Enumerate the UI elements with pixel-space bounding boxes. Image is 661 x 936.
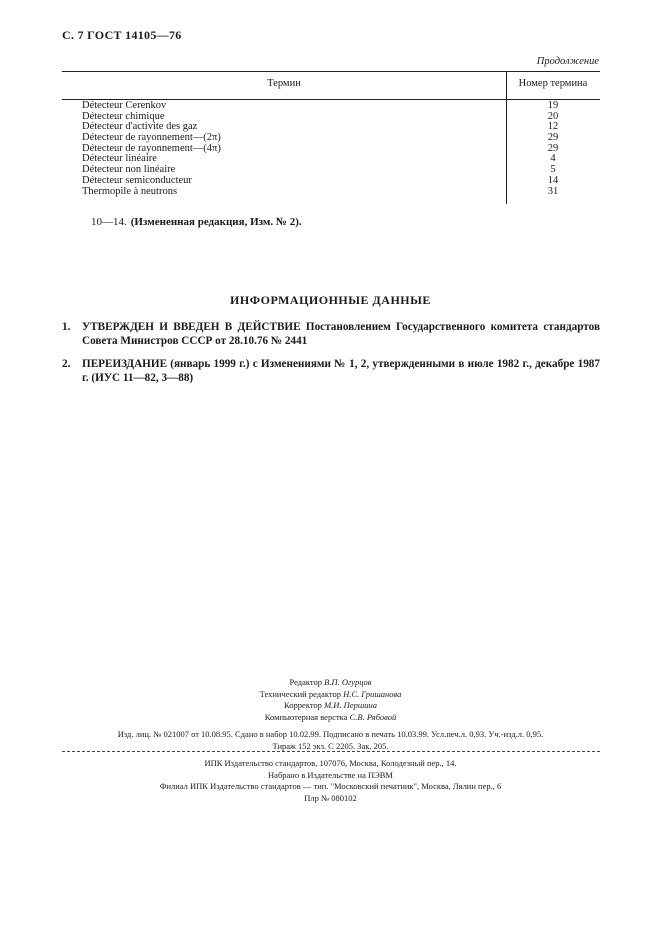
number-cell: 20 [547, 110, 559, 122]
amendment-text: (Измененная редакция, Изм. № 2). [130, 216, 302, 228]
credit-name: М.И. Першина [324, 700, 377, 710]
number-cell: 4 [550, 153, 556, 165]
number-cell: 29 [547, 142, 559, 154]
credit-role: Корректор [284, 700, 322, 710]
publisher-block [0, 758, 661, 804]
publisher-line: Филиал ИПК Издательство стандартов — тип. "Московский печатник", Москва, Лялин пер., 6 [159, 781, 502, 791]
term-cell: Thermopile à neutrons [82, 185, 178, 197]
number-cell: 19 [547, 100, 559, 111]
imprint-block [0, 729, 661, 752]
page-header: С. 7 ГОСТ 14105—76 [62, 28, 182, 42]
number-cell: 5 [550, 164, 556, 176]
imprint-line: Изд. лиц. № 021007 от 10.08.95. Сдано в набор 10.02.99. Подписано в печать 10.03.99. Усл.печ.л. 0,93. Уч.-изд.л. 0,95. [117, 729, 544, 739]
info-item [62, 320, 600, 348]
term-cell: Détecteur de rayonnement—(2π) [82, 132, 221, 144]
continuation-label: Продолжение [536, 56, 599, 67]
term-cell: Détecteur non linéaire [82, 164, 176, 176]
separator-rule [62, 751, 600, 752]
term-cell: Détecteur semiconducteur [82, 174, 192, 186]
credit-layout [0, 712, 661, 724]
publisher-line: ИПК Издательство стандартов, 107076, Москва, Колодезный пер., 14. [204, 758, 457, 768]
column-header-term: Термин [267, 78, 301, 89]
credit-role: Редактор [289, 677, 322, 687]
number-cell: 12 [547, 121, 559, 133]
number-cell: 29 [547, 132, 559, 144]
credit-role: Компьютерная верстка [264, 711, 348, 722]
publisher-line: Плр № 080102 [304, 792, 357, 803]
term-cell: Détecteur chimique [82, 110, 165, 122]
info-item-number: 2. [62, 358, 71, 370]
term-cell: Détecteur de rayonnement—(4π) [82, 142, 221, 154]
credit-tech-editor [0, 689, 661, 701]
info-item-number: 1. [62, 321, 71, 333]
terms-table [62, 71, 600, 197]
info-item-text: ПЕРЕИЗДАНИЕ (январь 1999 г.) с Изменениями № 1, 2, утвержденными в июле 1982 г., декабре 1987 г. (ИУС 11—82, 3—88) [82, 358, 600, 384]
credit-name: Н.С. Гришанова [343, 688, 402, 699]
term-cell: Détecteur Cerenkov [82, 100, 167, 111]
credit-editor [0, 677, 661, 689]
credits-block [0, 677, 661, 723]
table-row [62, 187, 600, 198]
number-cell: 31 [547, 185, 559, 197]
term-cell: Détecteur d'activite des gaz [82, 121, 198, 133]
credit-corrector [0, 700, 661, 712]
table-header [62, 71, 600, 100]
publisher-line: Набрано в Издательстве на ПЭВМ [268, 769, 393, 780]
term-cell: Détecteur linéaire [82, 153, 157, 165]
credit-name: В.П. Огурцов [324, 677, 372, 687]
column-header-number: Номер термина [518, 78, 588, 89]
credit-name: С.В. Рябовой [349, 711, 397, 722]
imprint-line: Тираж 152 экз. С 2205. Зак. 205. [272, 740, 389, 751]
table-body [62, 100, 600, 197]
amendment-range: 10—14. [91, 216, 127, 228]
number-cell: 14 [547, 174, 559, 186]
credit-role: Технический редактор [259, 688, 341, 699]
table-row [62, 176, 600, 187]
info-heading: ИНФОРМАЦИОННЫЕ ДАННЫЕ [230, 293, 431, 307]
info-item-text: УТВЕРЖДЕН И ВВЕДЕН В ДЕЙСТВИЕ Постановлением Государственного комитета стандартов Совета Министров СССР от 28.10.76 № 2441 [82, 321, 600, 347]
info-item [62, 357, 600, 385]
amendment-note [91, 216, 302, 228]
